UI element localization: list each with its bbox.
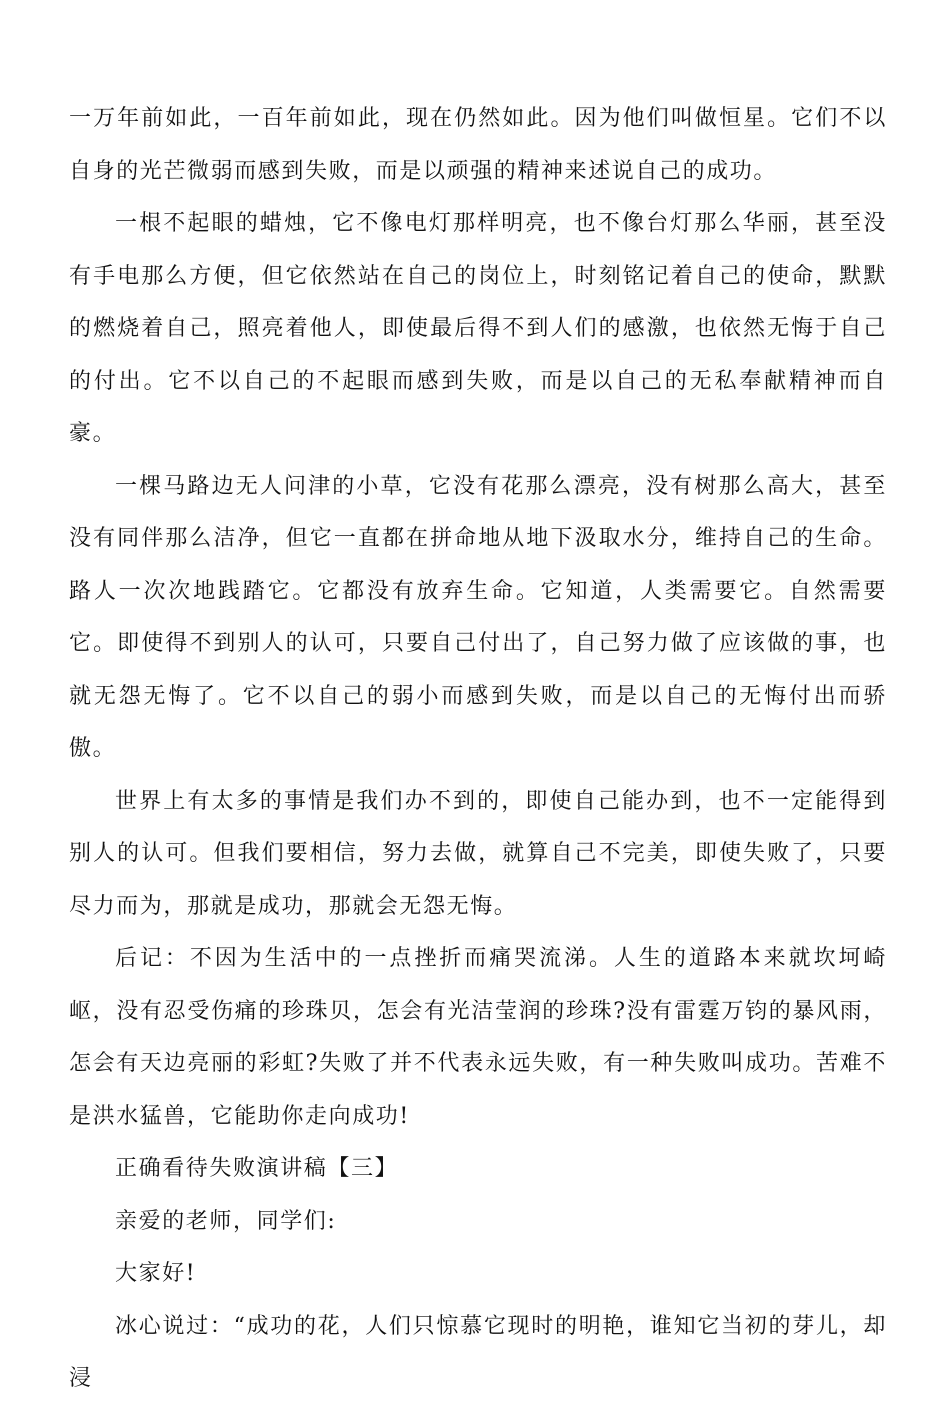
document-body — [69, 93, 887, 1406]
paragraph-postscript: 后记：不因为生活中的一点挫折而痛哭流涕。人生的道路本来就坎坷崎岖，没有忍受伤痛的珍珠贝，怎会有光洁莹润的珍珠?没有雷霆万钧的暴风雨，怎会有天边亮丽的彩虹?失败了并不代表永远失败，有一种失败叫成功。苦难不是洪水猛兽，它能助你走向成功! — [69, 946, 887, 1129]
paragraph-candle: 一根不起眼的蜡烛，它不像电灯那样明亮，也不像台灯那么华丽，甚至没有手电那么方便，但它依然站在自己的岗位上，时刻铭记着自己的使命，默默的燃烧着自己，照亮着他人，即使最后得不到人们的感激，也依然无悔于自己的付出。它不以自己的不起眼而感到失败，而是以自己的无私奉献精神而自豪。 — [69, 211, 887, 446]
paragraph-grass: 一棵马路边无人问津的小草，它没有花那么漂亮，没有树那么高大，甚至没有同伴那么洁净，但它一直都在拼命地从地下汲取水分，维持自己的生命。路人一次次地践踏它。它都没有放弃生命。它知道，人类需要它。自然需要它。即使得不到别人的认可，只要自己付出了，自己努力做了应该做的事，也就无怨无悔了。它不以自己的弱小而感到失败，而是以自己的无悔付出而骄傲。 — [69, 473, 887, 761]
paragraph-stars: 一万年前如此，一百年前如此，现在仍然如此。因为他们叫做恒星。它们不以自身的光芒微弱而感到失败，而是以顽强的精神来述说自己的成功。 — [69, 106, 887, 184]
paragraph-world: 世界上有太多的事情是我们办不到的，即使自己能办到，也不一定能得到别人的认可。但我们要相信，努力去做，就算自己不完美，即使失败了，只要尽力而为，那就是成功，那就会无怨无悔。 — [69, 788, 887, 919]
salutation: 亲爱的老师，同学们: — [115, 1208, 337, 1234]
greeting: 大家好! — [115, 1261, 197, 1286]
paragraph-bingxin-quote: 冰心说过：“成功的花，人们只惊慕它现时的明艳，谁知它当初的芽儿，却浸 — [69, 1313, 887, 1391]
section-heading: 正确看待失败演讲稿【三】 — [115, 1156, 399, 1181]
